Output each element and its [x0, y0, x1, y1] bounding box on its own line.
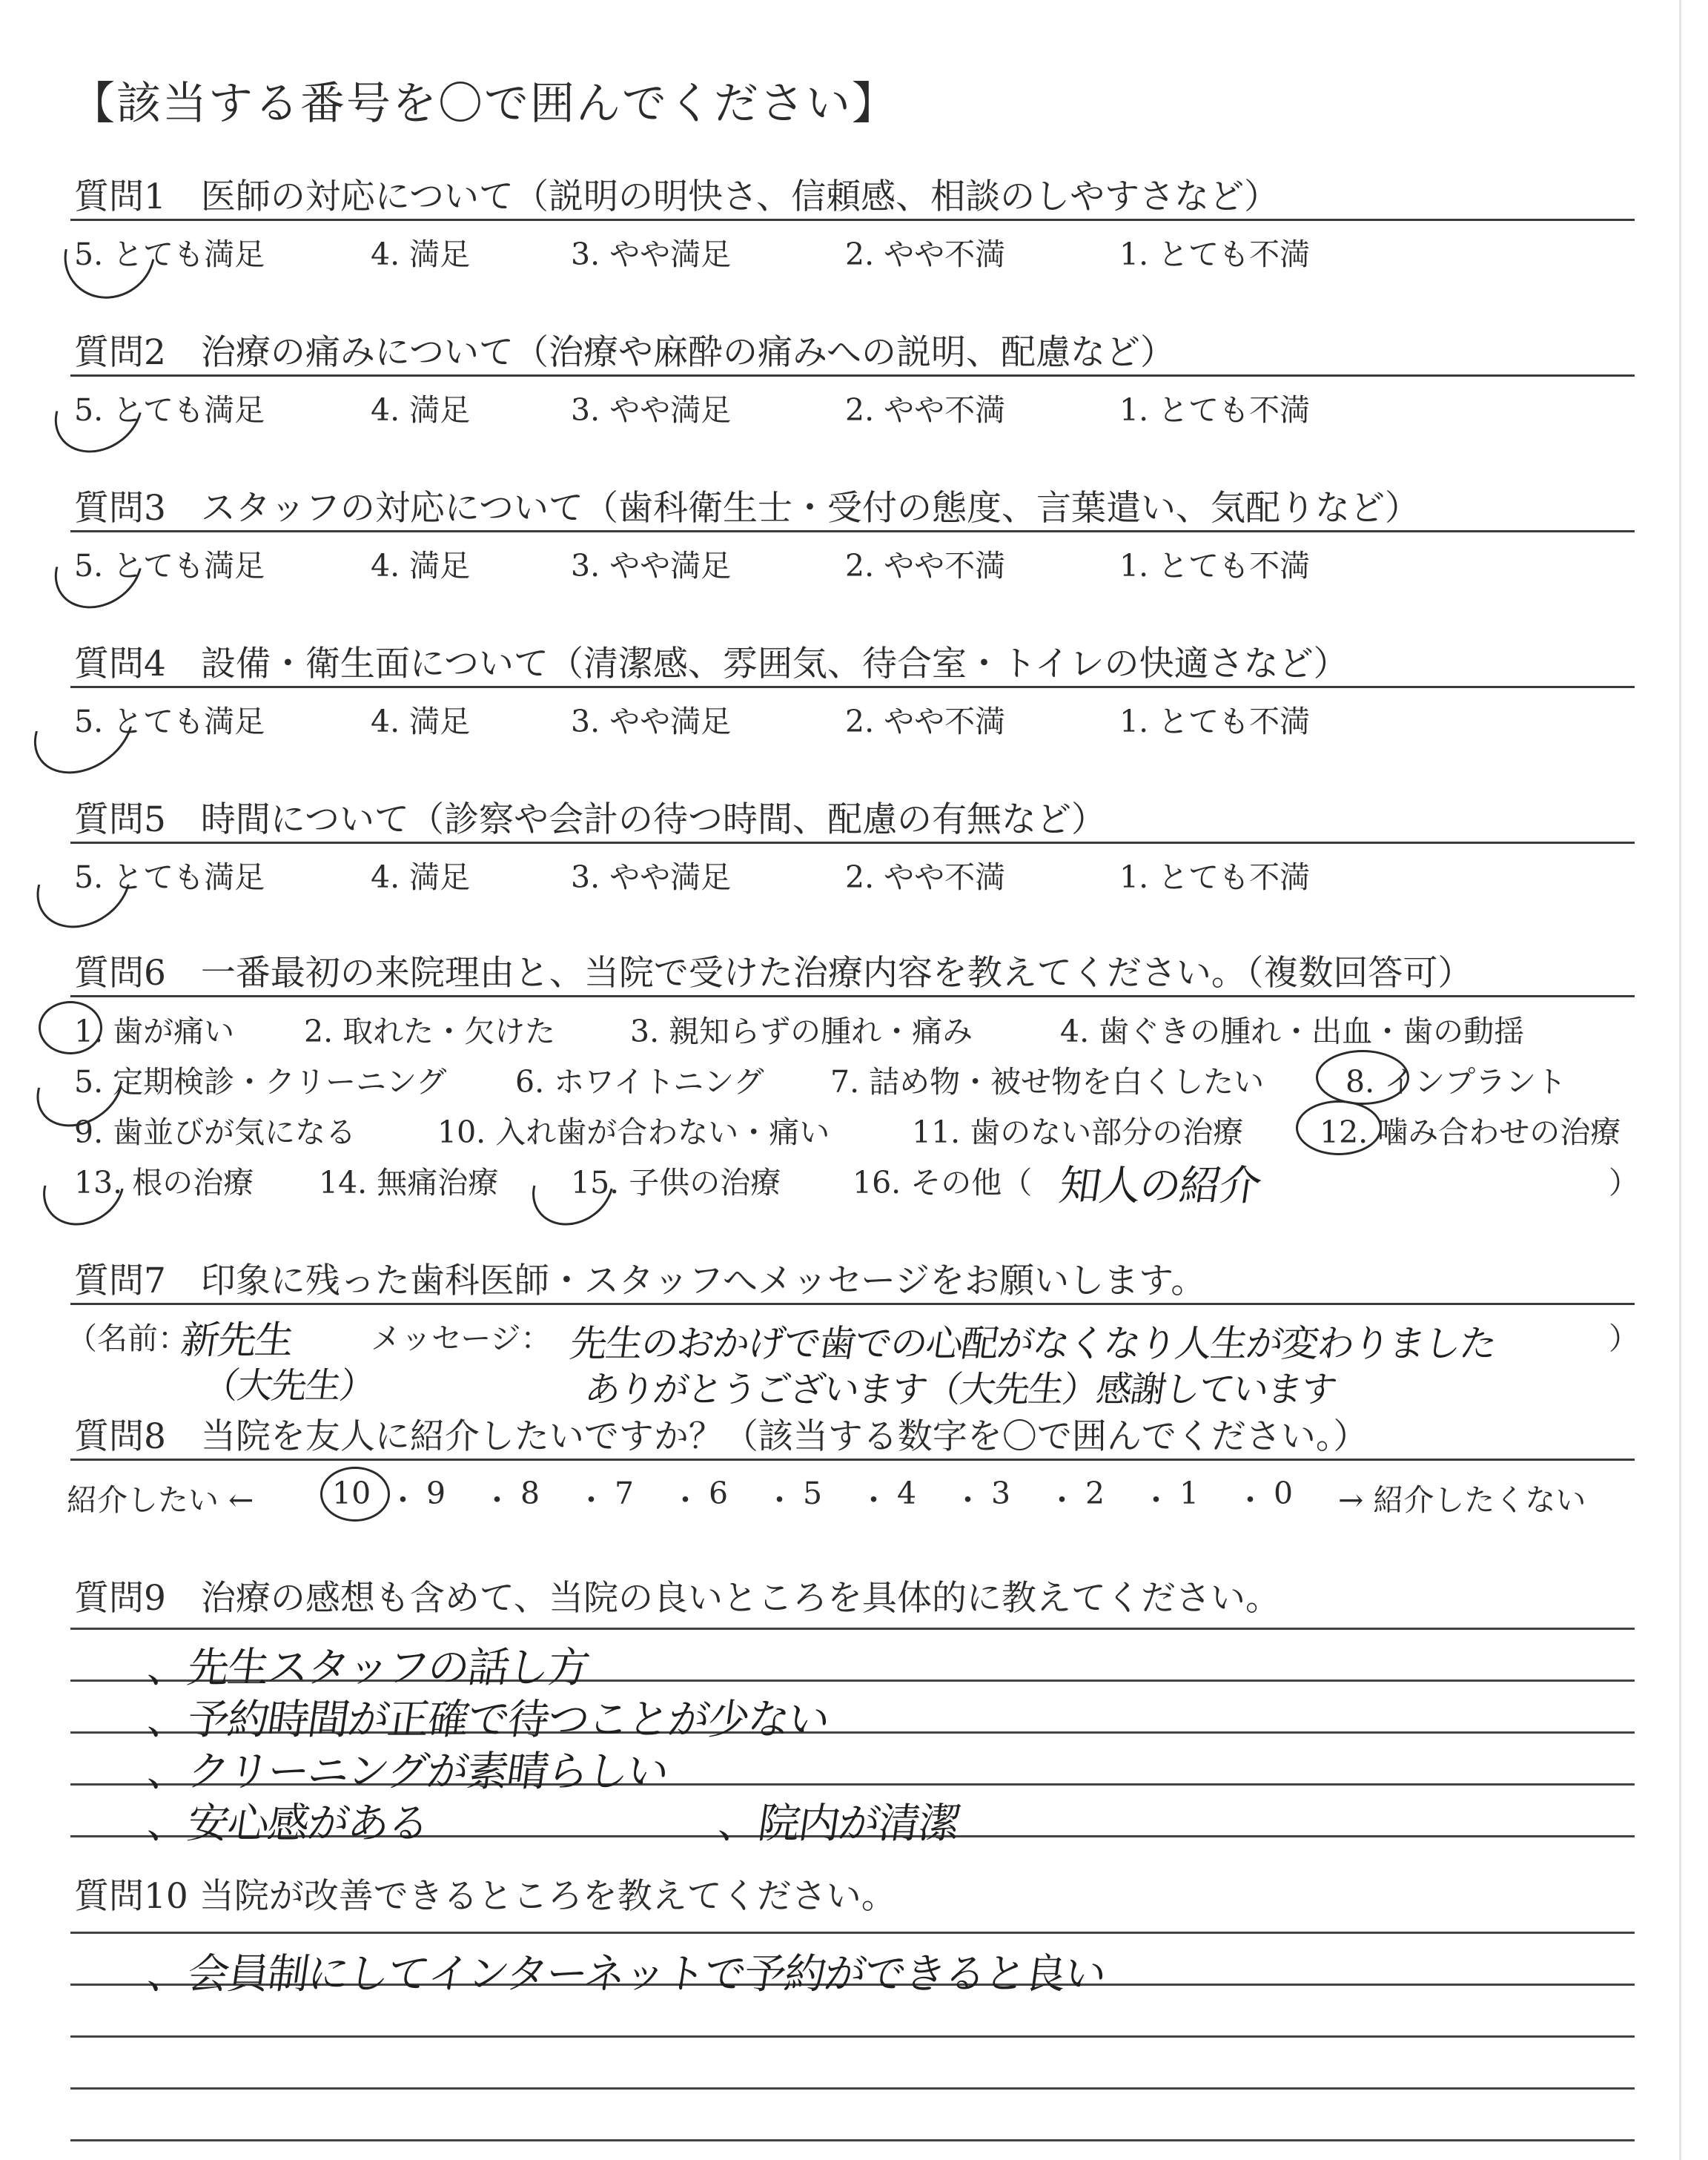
q8-scale-separator: ・ — [1047, 1482, 1077, 1518]
question-5-rule — [70, 842, 1635, 844]
question-1-heading: 質問1 医師の対応について（説明の明快さ、信頼感、相談のしやすさなど） — [74, 176, 1280, 217]
q8-scale-separator: ・ — [1141, 1482, 1171, 1518]
q8-right-label: → 紹介したくない — [1338, 1482, 1586, 1518]
q8-scale-value[interactable]: 9 — [426, 1476, 446, 1511]
q4-option-3[interactable]: 3. やや満足 — [571, 704, 732, 739]
q8-scale-separator: ・ — [670, 1482, 701, 1518]
q2-option-1[interactable]: 1. とても不満 — [1119, 392, 1311, 428]
q9-answer-5: 、院内が清潔 — [715, 1800, 962, 1848]
q8-scale-value[interactable]: 8 — [520, 1476, 540, 1511]
q2-option-3[interactable]: 3. やや満足 — [571, 392, 732, 428]
q3-option-1[interactable]: 1. とても不満 — [1119, 548, 1311, 584]
question-5-heading: 質問5 時間について（診察や会計の待つ時間、配慮の有無など） — [74, 799, 1106, 840]
q8-scale-value[interactable]: 7 — [615, 1476, 635, 1511]
q9-answer-1: 、先生スタッフの話し方 — [144, 1644, 592, 1692]
q9-writing-line-1 — [70, 1628, 1635, 1630]
q6-option-2[interactable]: 2. 取れた・欠けた — [304, 1014, 556, 1049]
question-4-rule — [70, 686, 1635, 688]
q2-option-2[interactable]: 2. やや不満 — [845, 392, 1006, 428]
q6-circle-12 — [1296, 1100, 1382, 1155]
q8-scale-separator: ・ — [764, 1482, 795, 1518]
question-7-rule — [70, 1303, 1635, 1305]
q8-scale-value[interactable]: 4 — [897, 1476, 917, 1511]
q5-option-1[interactable]: 1. とても不満 — [1119, 859, 1311, 895]
q2-option-5[interactable]: 5. とても満足 — [74, 392, 265, 428]
q8-scale-value[interactable]: 5 — [803, 1476, 823, 1511]
q4-option-2[interactable]: 2. やや不満 — [845, 704, 1006, 739]
q10-writing-line-5 — [70, 2139, 1635, 2141]
q3-option-2[interactable]: 2. やや不満 — [845, 548, 1006, 584]
q7-name-value: 新先生 — [178, 1318, 296, 1363]
question-3-heading: 質問3 スタッフの対応について（歯科衛生士・受付の態度、言葉遣い、気配りなど） — [74, 488, 1420, 529]
q8-scale-value[interactable]: 0 — [1274, 1476, 1294, 1511]
q8-scale-value[interactable]: 10 — [332, 1476, 371, 1511]
q7-message-line-2: ありがとうございます（大先生）感謝しています — [582, 1369, 1339, 1410]
q8-scale-value[interactable]: 3 — [991, 1476, 1011, 1511]
q8-scale-separator: ・ — [388, 1482, 418, 1518]
q4-option-1[interactable]: 1. とても不満 — [1119, 704, 1311, 739]
q8-scale-separator: ・ — [858, 1482, 889, 1518]
q6-option-3[interactable]: 3. 親知らずの腫れ・痛み — [630, 1014, 973, 1049]
q7-name-label: （名前： — [67, 1321, 188, 1356]
q6-option-4[interactable]: 4. 歯ぐきの腫れ・出血・歯の動揺 — [1060, 1014, 1525, 1049]
q9-answer-2: 、予約時間が正確で待つことが少ない — [144, 1696, 832, 1744]
q10-writing-line-4 — [70, 2087, 1635, 2090]
q1-option-5[interactable]: 5. とても満足 — [74, 237, 265, 272]
q7-name-value-2: （大先生） — [200, 1365, 377, 1407]
q6-option-14[interactable]: 14. 無痛治療 — [319, 1165, 499, 1200]
q1-option-2[interactable]: 2. やや不満 — [845, 237, 1006, 272]
q6-option-1[interactable]: 1. 歯が痛い — [74, 1014, 235, 1049]
q8-scale-separator: ・ — [1235, 1482, 1265, 1518]
question-8-rule — [70, 1459, 1635, 1461]
q6-option-16[interactable]: 16. その他（ — [853, 1165, 1033, 1200]
q8-scale-separator: ・ — [576, 1482, 606, 1518]
q6-circle-8 — [1316, 1050, 1409, 1105]
q5-option-3[interactable]: 3. やや満足 — [571, 859, 732, 895]
q6-option-9[interactable]: 9. 歯並びが気になる — [74, 1114, 357, 1150]
q9-answer-3: 、クリーニングが素晴らしい — [144, 1748, 671, 1796]
q6-option-6[interactable]: 6. ホワイトニング — [515, 1064, 764, 1100]
q4-option-4[interactable]: 4. 満足 — [371, 704, 471, 739]
q7-message-line-1: 先生のおかげで歯での心配がなくなり人生が変わりました — [567, 1322, 1499, 1365]
q1-option-4[interactable]: 4. 満足 — [371, 237, 471, 272]
question-2-heading: 質問2 治療の痛みについて（治療や麻酔の痛みへの説明、配慮など） — [74, 332, 1176, 373]
question-2-rule — [70, 374, 1635, 377]
q3-option-5[interactable]: 5. とても満足 — [74, 548, 265, 584]
q8-left-label: 紹介したい ← — [67, 1482, 254, 1518]
q10-writing-line-1 — [70, 1932, 1635, 1934]
page-crease — [1679, 0, 1681, 2160]
question-8-heading: 質問8 当院を友人に紹介したいですか？（該当する数字を〇で囲んでください。） — [74, 1416, 1368, 1457]
q6-option-7[interactable]: 7. 詰め物・被せ物を白くしたい — [830, 1064, 1265, 1100]
q10-writing-line-3 — [70, 2035, 1635, 2038]
q7-close-paren: ） — [1609, 1321, 1639, 1356]
q6-option-13[interactable]: 13. 根の治療 — [74, 1165, 254, 1200]
q6-option-11[interactable]: 11. 歯のない部分の治療 — [912, 1114, 1244, 1150]
q6-option-12[interactable]: 12. 噛み合わせの治療 — [1320, 1114, 1621, 1150]
q8-scale-separator: ・ — [953, 1482, 983, 1518]
question-6-rule — [70, 995, 1635, 997]
question-6-heading: 質問6 一番最初の来院理由と、当院で受けた治療内容を教えてください。（複数回答可） — [74, 953, 1473, 994]
q10-answer-1: 、会員制にしてインターネットで予約ができると良い — [144, 1950, 1108, 1998]
q8-scale-separator: ・ — [482, 1482, 512, 1518]
q8-selected-circle — [320, 1467, 390, 1522]
q6-option-10[interactable]: 10. 入れ歯が合わない・痛い — [437, 1114, 830, 1150]
q3-option-3[interactable]: 3. やや満足 — [571, 548, 732, 584]
q8-scale-value[interactable]: 6 — [709, 1476, 729, 1511]
question-7-heading: 質問7 印象に残った歯科医師・スタッフへメッセージをお願いします。 — [74, 1261, 1206, 1301]
q1-option-1[interactable]: 1. とても不満 — [1119, 237, 1311, 272]
q3-option-4[interactable]: 4. 満足 — [371, 548, 471, 584]
q5-option-2[interactable]: 2. やや不満 — [845, 859, 1006, 895]
q6-other-close-paren: ） — [1609, 1165, 1639, 1200]
q1-option-3[interactable]: 3. やや満足 — [571, 237, 732, 272]
q6-option-8[interactable]: 8. インプラント — [1345, 1064, 1567, 1100]
q7-message-label: メッセージ： — [371, 1321, 552, 1356]
question-9-heading: 質問9 治療の感想も含めて、当院の良いところを具体的に教えてください。 — [74, 1578, 1280, 1619]
q5-option-4[interactable]: 4. 満足 — [371, 859, 471, 895]
q4-option-5[interactable]: 5. とても満足 — [74, 704, 265, 739]
question-4-heading: 質問4 設備・衛生面について（清潔感、雰囲気、待合室・トイレの快適さなど） — [74, 644, 1348, 684]
q9-answer-4: 、安心感がある — [144, 1800, 431, 1848]
question-1-rule — [70, 219, 1635, 221]
q8-scale-value[interactable]: 1 — [1179, 1476, 1199, 1511]
q6-option-5[interactable]: 5. 定期検診・クリーニング — [74, 1064, 447, 1100]
q8-scale-value[interactable]: 2 — [1085, 1476, 1105, 1511]
question-10-heading: 質問10 当院が改善できるところを教えてください。 — [74, 1876, 896, 1917]
q6-option-15[interactable]: 15. 子供の治療 — [571, 1165, 781, 1200]
form-title: 【該当する番号を〇で囲んでください】 — [70, 78, 898, 130]
q5-option-5[interactable]: 5. とても満足 — [74, 859, 265, 895]
q6-other-handwritten: 知人の紹介 — [1056, 1162, 1263, 1210]
q2-option-4[interactable]: 4. 満足 — [371, 392, 471, 428]
question-3-rule — [70, 530, 1635, 532]
